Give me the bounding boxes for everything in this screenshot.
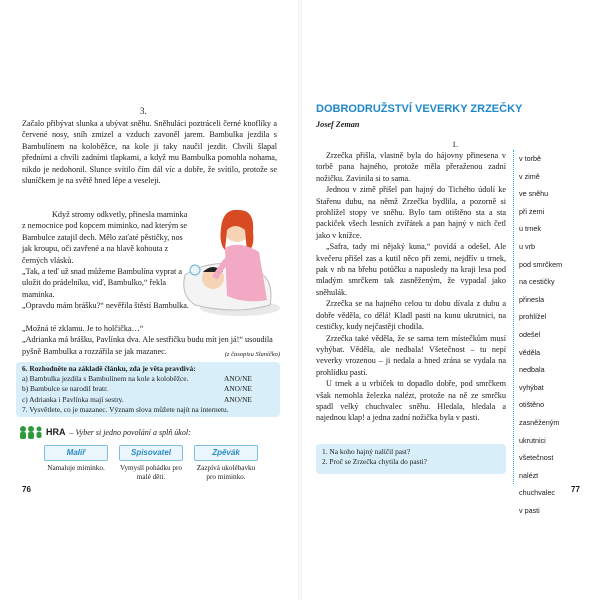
story-text bbox=[316, 150, 506, 424]
task-row bbox=[22, 384, 274, 394]
vocabulary-item: nalézt bbox=[519, 470, 539, 480]
vocabulary-item: prohlížel bbox=[519, 312, 547, 322]
game-title: HRA bbox=[46, 427, 66, 437]
page-number: 76 bbox=[22, 485, 31, 494]
vocabulary-item: v torbě bbox=[519, 154, 541, 163]
page-number: 77 bbox=[571, 485, 580, 494]
section-number: 3. bbox=[140, 106, 147, 116]
vocabulary-item: vyhýbat bbox=[519, 382, 544, 392]
task-heading: 6. Rozhodněte na základě článku, zda je věta pravdivá: bbox=[22, 364, 196, 373]
task-answer[interactable]: ANO/NE bbox=[224, 394, 252, 404]
vocabulary-item: v zimě bbox=[519, 171, 540, 181]
task-question: c) Adrianka i Pavlínka mají sestry. bbox=[22, 394, 124, 404]
task-box bbox=[16, 362, 280, 417]
role-card[interactable] bbox=[44, 445, 108, 483]
vocabulary-item: přinesla bbox=[519, 294, 545, 304]
role-label[interactable]: Zpěvák bbox=[194, 445, 258, 461]
game-header bbox=[18, 425, 280, 439]
section-number: 1. bbox=[452, 140, 459, 149]
vocabulary-item: při zemi bbox=[519, 206, 545, 216]
vocabulary-item: v pasti bbox=[519, 505, 540, 515]
game-instruction: – Vyber si jedno povolání a splň úkol: bbox=[69, 427, 191, 437]
question: 2. Proč se Zrzečka chytila do pasti? bbox=[322, 457, 427, 466]
paragraph: U trnek a u vrbiček to dopadlo dobře, pod smrčkem však nemohla železka nalézt, protože na ně ze smrčku spadl velký chuchvalec sněhu. Hledala, hledala a najednou klap! a jedna zadní nožička byla v pasti. bbox=[316, 379, 506, 423]
vocabulary-item: odešel bbox=[519, 329, 541, 339]
baby-illustration bbox=[175, 200, 285, 320]
task-answer[interactable]: ANO/NE bbox=[224, 374, 252, 384]
vocabulary-item: na cestičky bbox=[519, 277, 555, 287]
role-list bbox=[18, 445, 280, 483]
role-label[interactable]: Malíř bbox=[44, 445, 108, 461]
vocabulary-item: všetečnost bbox=[519, 453, 554, 463]
task-row bbox=[22, 374, 274, 384]
vocabulary-item: u vrb bbox=[519, 241, 535, 251]
vocabulary-item: ve sněhu bbox=[519, 189, 549, 199]
question: 1. Na koho hajný nalíčil past? bbox=[322, 447, 411, 456]
vocabulary-item: ukrutnici bbox=[519, 435, 546, 445]
paragraph: „Opravdu mám brášku?“ nevěřila štěstí Bambulka. bbox=[22, 301, 189, 311]
paragraph: Zrzečka také věděla, že se sama tem místečkům musí vyhýbat. Věděla, ale nedbala! Všetečnost – tu nepí veverky vrozenou – ji nedala a hned zrána se vydala na prohlídku pastí. bbox=[316, 333, 506, 377]
role-task: Namaluje miminko. bbox=[47, 463, 105, 472]
story-paragraph-2 bbox=[22, 209, 192, 312]
paragraph: „Safra, tady mi nějaký kuna,“ povídá a odešel. Ale kvečeru přišel zas a kutil něco při zemi, nejdřív u trnek, pak v nb na břehu potůčku a naposledy na kraji lesa pod mladým smrčkem tak zasněženým, že vypadal jako sněhulák. bbox=[316, 242, 506, 297]
role-label[interactable]: Spisovatel bbox=[119, 445, 183, 461]
story-author: Josef Zeman bbox=[316, 120, 360, 129]
right-page bbox=[300, 0, 600, 600]
paragraph: „Tak, a teď už snad můžeme Bambulína vyprat a uložit do prádelníku, viď, Bambulko,“ řekla maminka. bbox=[22, 267, 182, 299]
story-paragraph-1 bbox=[22, 118, 277, 186]
task-answer[interactable]: ANO/NE bbox=[224, 384, 252, 394]
vocabulary-list bbox=[514, 150, 568, 519]
role-task: Zazpívá ukolébavku pro miminko. bbox=[196, 463, 256, 481]
vocabulary-item: otištěno bbox=[519, 400, 545, 410]
vocabulary-item: zasněženým bbox=[519, 417, 560, 427]
paragraph: Začalo přibývat slunka a ubývat sněhu. Sněhuláci poztráceli černé knoflíky a červené nosy, sníh zmizel a vzduch zavoněl jarem. Bambulka jezdila s Bambulínem na koloběžce, na kole ji taky naučil jezdit. Chvíli šlapal předními a chvíli zadními tlapkami, a když mu Bambulka pomohla nohama, nikdo je nedohonil. Slunce svítilo čím dál víc a dobře, že svítilo, protože se sluníčkem je na světě hned lépe a veseleji. bbox=[22, 119, 277, 186]
game-section bbox=[18, 425, 280, 483]
questions-box bbox=[316, 444, 506, 474]
paragraph: Zrzečka se na hajného celou tu dobu dívala z dubu a dobře věděla, co dělá! Kladl pasti na kunu ukrutnici, na cestičky, kudy nejčastěji chodila. bbox=[316, 299, 506, 332]
vocabulary-item: chuchvalec bbox=[519, 488, 555, 498]
vocabulary-item: pod smrčkem bbox=[519, 259, 563, 269]
task-row bbox=[22, 395, 274, 405]
story-title: DOBRODRUŽSTVÍ VEVERKY ZRZEČKY bbox=[316, 103, 523, 115]
task-question: a) Bambulka jezdila s Bambulínem na kole a koloběžce. bbox=[22, 374, 189, 384]
paragraph: „Adrianka má brášku, Pavlínka dva. Ale sestřičku budu mít jen já!“ usoudila pyšně Bambulka a rozzářila se jak mazanec. bbox=[22, 335, 273, 356]
paragraph: Jednou v zimě přišel pan hajný do Tichého údolí ke Stařenu dubu, na němž Zrzečka bydlila, a pozorně si prohlížel stopy ve sněhu. Bylo tam otištěno sta a sta packiček všech lesních zvířátek a pan hajný v nich četl jako v knížce. bbox=[316, 185, 506, 240]
source-citation: (z časopisu Sluníčko) bbox=[224, 351, 280, 358]
vocabulary-item: nedbala bbox=[519, 365, 545, 375]
paragraph: „Možná té zklamu. Je to holčička…“ bbox=[22, 324, 144, 333]
vocabulary-column bbox=[513, 150, 568, 515]
vocabulary-item: u trnek bbox=[519, 224, 541, 234]
task-7: 7. Vysvětlete, co je mazanec. Význam slova můžete najít na internetu. bbox=[22, 404, 229, 414]
paragraph: Když stromy odkvetly, přinesla maminka z nemocnice pod kopcem miminko, nad kterým se Bambulce zatajil dech. Mělo zaťaté pěstičky, nos jak kroupu, oči zavřené a na hlavě kohouta z černých vlásků. bbox=[22, 210, 188, 265]
children-icon bbox=[18, 425, 42, 439]
role-card[interactable] bbox=[194, 445, 258, 483]
role-task: Vymyslí pohádku pro malé děti. bbox=[120, 463, 182, 481]
vocabulary-item: věděla bbox=[519, 347, 541, 357]
role-card[interactable] bbox=[119, 445, 183, 483]
task-question: b) Bambulce se narodil bratr. bbox=[22, 384, 108, 394]
paragraph: Zrzečka přišla, vlastně byla do hájovny přinesena v torbě pana hajného, protože měla přeraženou zadní nožičku. Zavinila si to sama. bbox=[316, 151, 506, 183]
